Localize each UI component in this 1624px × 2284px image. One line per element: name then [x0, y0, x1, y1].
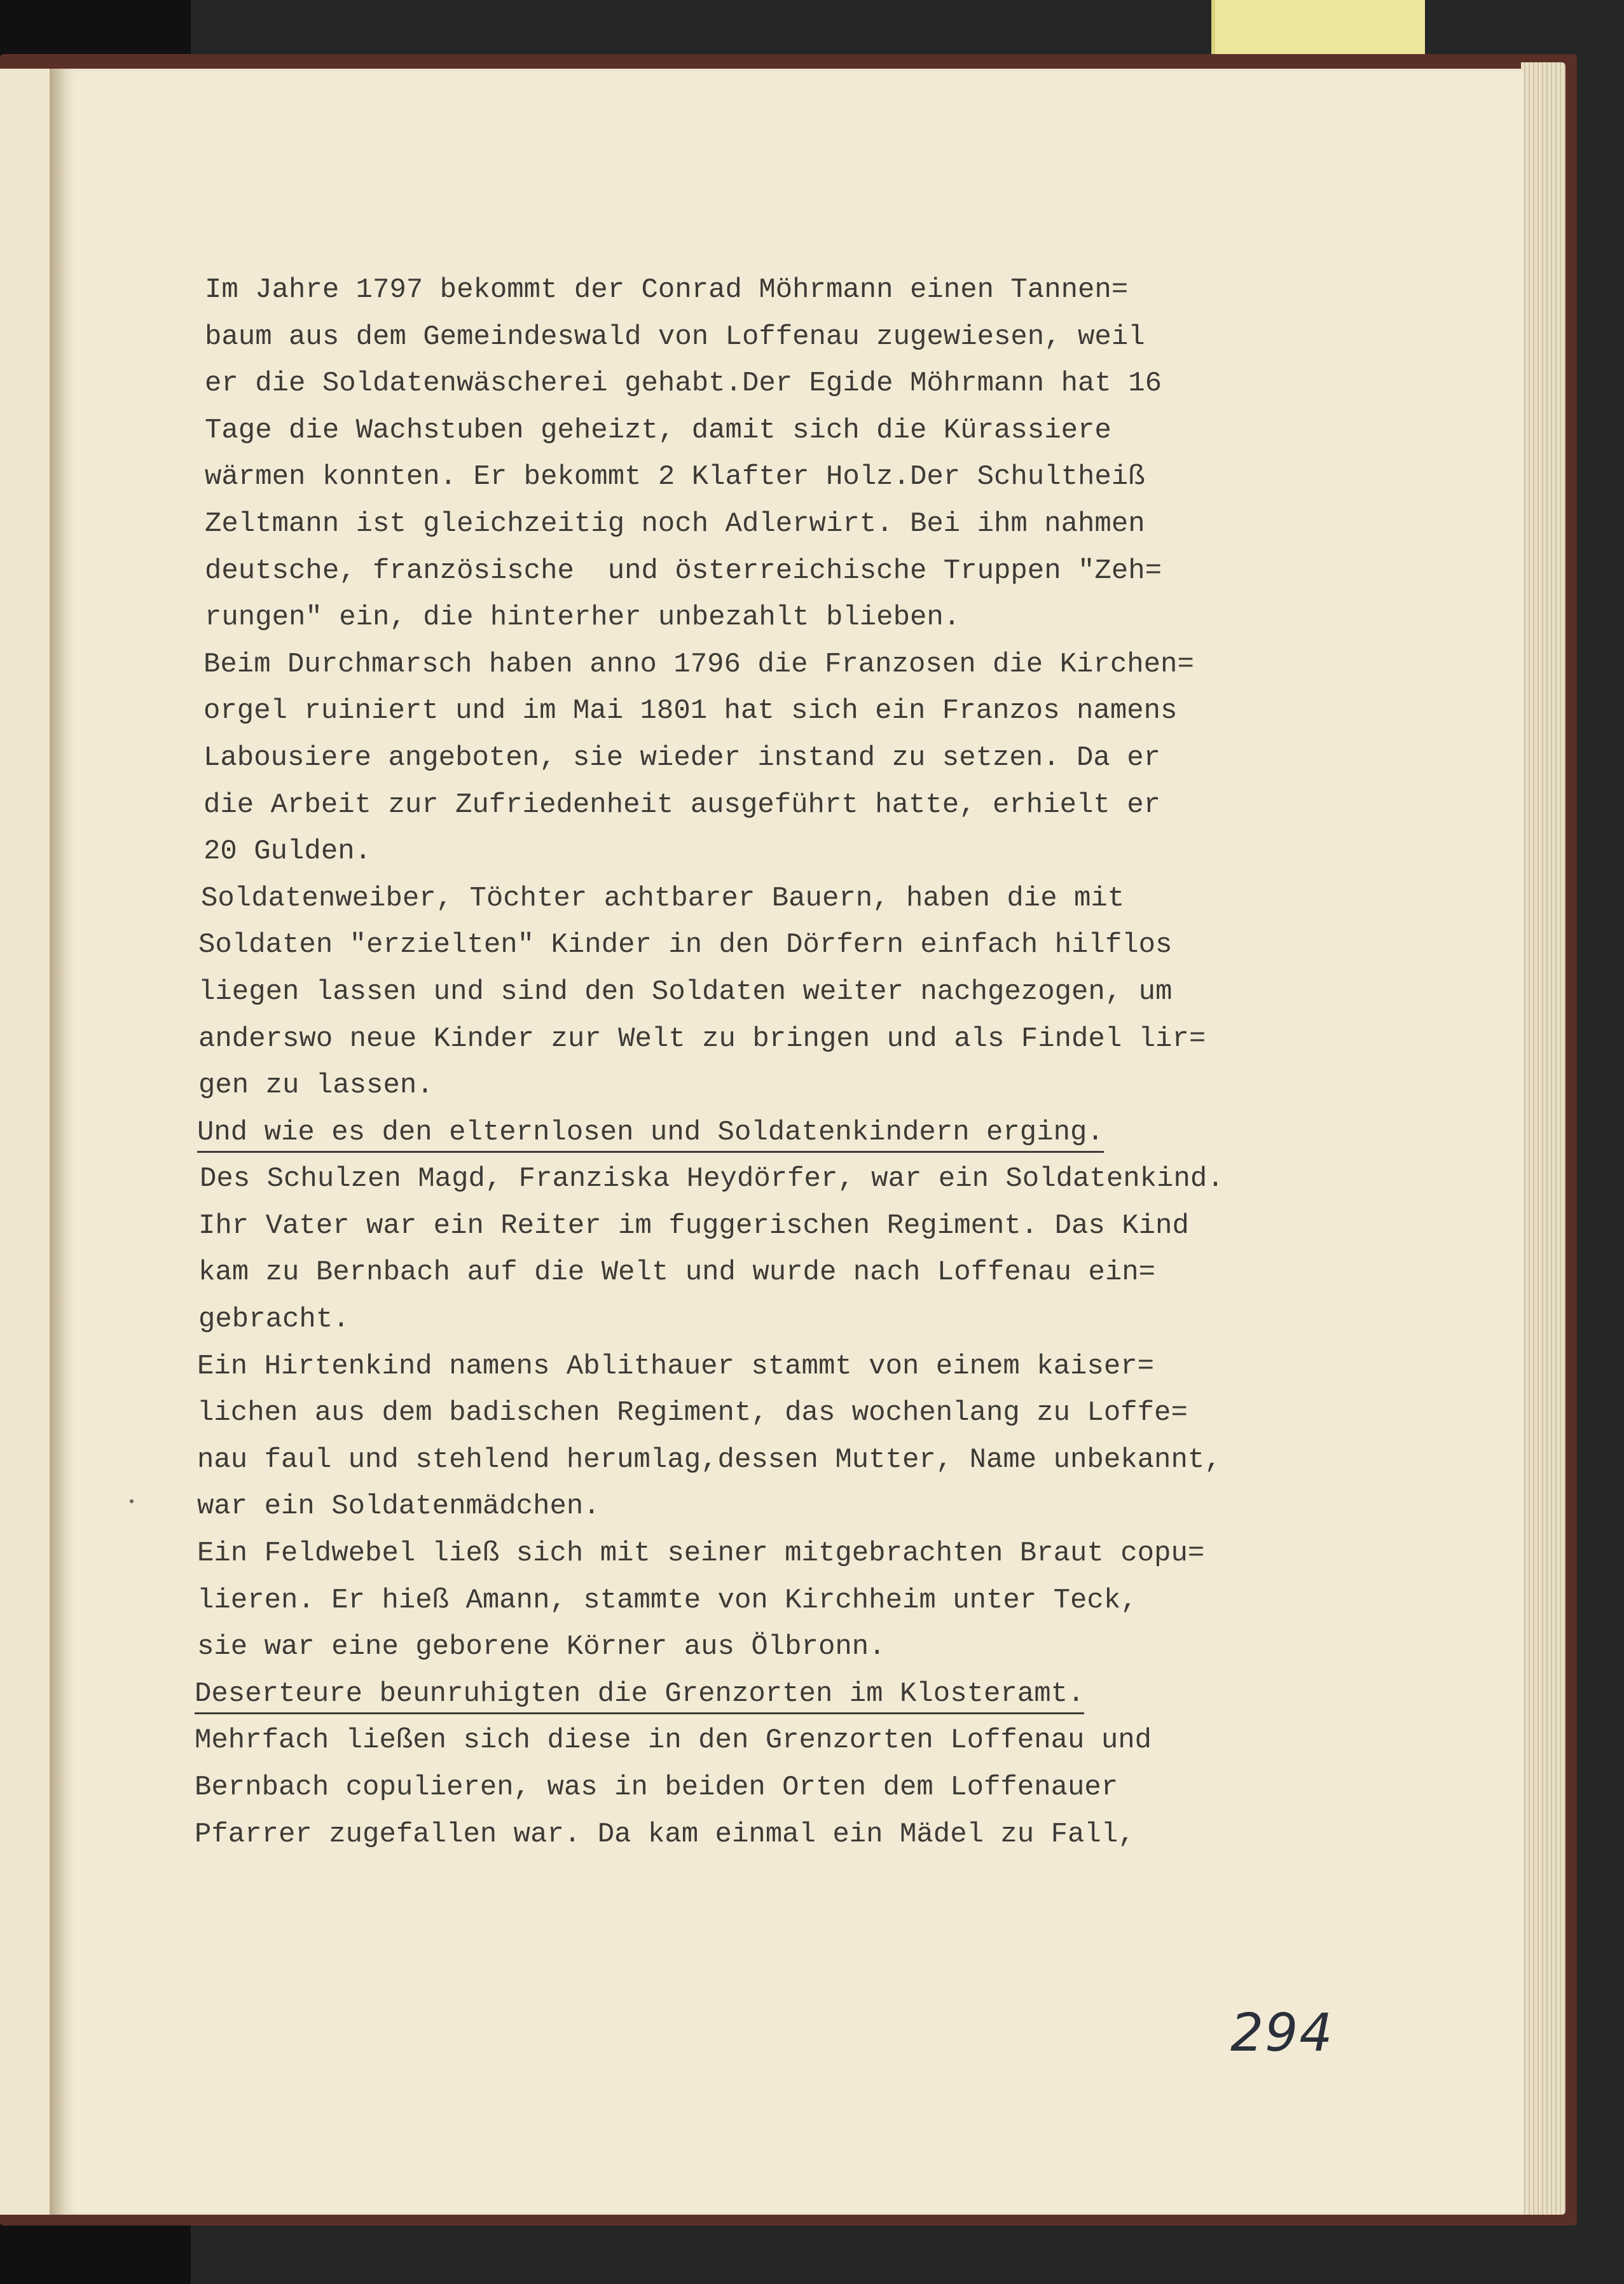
left-page-edge: [0, 69, 52, 2215]
line-text: die Arbeit zur Zufriedenheit ausgeführt hatte, erhielt er: [203, 788, 1161, 821]
text-line: [198, 1203, 1451, 1250]
line-text: Mehrfach ließen sich diese in den Grenzorten Loffenau und: [195, 1724, 1152, 1757]
line-text: Ihr Vater war ein Reiter im fuggerischen Regiment. Das Kind: [198, 1209, 1189, 1242]
text-line: [198, 1249, 1451, 1297]
page-stack-edges: [1521, 62, 1566, 2215]
text-line: [205, 267, 1451, 314]
typewritten-text: [195, 267, 1451, 1858]
text-line: [197, 1531, 1451, 1578]
text-line: [203, 829, 1451, 876]
line-text: wärmen konnten. Er bekommt 2 Klafter Holz.Der Schultheiß: [205, 461, 1145, 493]
text-line: [203, 642, 1451, 689]
line-text: Beim Durchmarsch haben anno 1796 die Franzosen die Kirchen=: [203, 648, 1194, 680]
line-text: Tage die Wachstuben geheizt, damit sich die Kürassiere: [205, 414, 1111, 446]
line-text: orgel ruiniert und im Mai 1801 hat sich ein Franzos namens: [203, 695, 1178, 727]
text-line: [203, 735, 1451, 782]
text-line: [198, 922, 1451, 969]
line-text: Pfarrer zugefallen war. Da kam einmal ein Mädel zu Fall,: [195, 1818, 1135, 1850]
text-line: [205, 595, 1451, 642]
line-text: Und wie es den elternlosen und Soldatenkindern erging.: [197, 1117, 1104, 1153]
text-line: [197, 1390, 1451, 1437]
handwritten-page-number: 294: [1230, 2003, 1334, 2063]
line-text: liegen lassen und sind den Soldaten weiter nachgezogen, um: [198, 975, 1173, 1008]
line-text: anderswo neue Kinder zur Welt zu bringen und als Findel lir=: [198, 1022, 1206, 1055]
text-line: [198, 1297, 1451, 1344]
text-line: [198, 969, 1451, 1016]
line-text: gebracht.: [198, 1304, 350, 1336]
text-line: [205, 314, 1451, 361]
line-text: Deserteure beunruhigten die Grenzorten im Klosteramt.: [195, 1678, 1084, 1714]
section-heading: [195, 1671, 1451, 1718]
text-line: [205, 454, 1451, 501]
text-line: [205, 501, 1451, 548]
line-text: gen zu lassen.: [198, 1070, 434, 1102]
text-line: [205, 408, 1451, 455]
line-text: Ein Feldwebel ließ sich mit seiner mitgebrachten Braut copu=: [197, 1538, 1205, 1570]
text-line: [200, 1156, 1451, 1203]
line-text: Zeltmann ist gleichzeitig noch Adlerwirt. Bei ihm nahmen: [205, 507, 1145, 540]
book-gutter: [50, 69, 67, 2215]
text-line: [197, 1624, 1451, 1671]
text-line: [197, 1344, 1451, 1391]
line-text: lichen aus dem badischen Regiment, das wochenlang zu Loffe=: [197, 1397, 1188, 1429]
line-text: sie war eine geborene Körner aus Ölbronn.: [197, 1631, 886, 1663]
text-line: [197, 1483, 1451, 1531]
line-text: rungen" ein, die hinterher unbezahlt blieben.: [205, 602, 961, 634]
line-text: kam zu Bernbach auf die Welt und wurde nach Loffenau ein=: [198, 1256, 1156, 1289]
text-line: [195, 1765, 1451, 1812]
text-line: [195, 1717, 1451, 1765]
line-text: 20 Gulden.: [203, 836, 372, 868]
line-text: war ein Soldatenmädchen.: [197, 1490, 600, 1523]
line-text: baum aus dem Gemeindeswald von Loffenau zugewiesen, weil: [205, 320, 1145, 353]
line-text: Des Schulzen Magd, Franziska Heydörfer, war ein Soldatenkind.: [200, 1163, 1224, 1195]
text-line: [203, 688, 1451, 735]
text-line: [198, 1063, 1451, 1110]
text-line: [201, 876, 1451, 923]
line-text: Labousiere angeboten, sie wieder instand zu setzen. Da er: [203, 741, 1161, 774]
line-text: Im Jahre 1797 bekommt der Conrad Möhrmann einen Tannen=: [205, 274, 1129, 306]
text-line: [195, 1812, 1451, 1859]
line-text: Bernbach copulieren, was in beiden Orten dem Loffenauer: [195, 1771, 1118, 1803]
text-line: [198, 1016, 1451, 1063]
text-line: [205, 548, 1451, 595]
line-text: deutsche, französische und österreichische Truppen "Zeh=: [205, 554, 1162, 587]
line-text: Soldatenweiber, Töchter achtbarer Bauern, haben die mit: [201, 882, 1125, 914]
text-line: [203, 782, 1451, 829]
line-text: nau faul und stehlend herumlag,dessen Mutter, Name unbekannt,: [197, 1443, 1221, 1476]
line-text: er die Soldatenwäscherei gehabt.Der Egide Möhrmann hat 16: [205, 368, 1162, 400]
text-line: [197, 1578, 1451, 1625]
text-line: [205, 361, 1451, 408]
section-heading: [197, 1110, 1451, 1157]
line-text: Ein Hirtenkind namens Ablithauer stammt von einem kaiser=: [197, 1350, 1155, 1382]
page-speck: [130, 1499, 134, 1503]
line-text: Soldaten "erzielten" Kinder in den Dörfern einfach hilflos: [198, 929, 1173, 961]
line-text: lieren. Er hieß Amann, stammte von Kirchheim unter Teck,: [197, 1584, 1138, 1616]
text-line: [197, 1437, 1451, 1484]
